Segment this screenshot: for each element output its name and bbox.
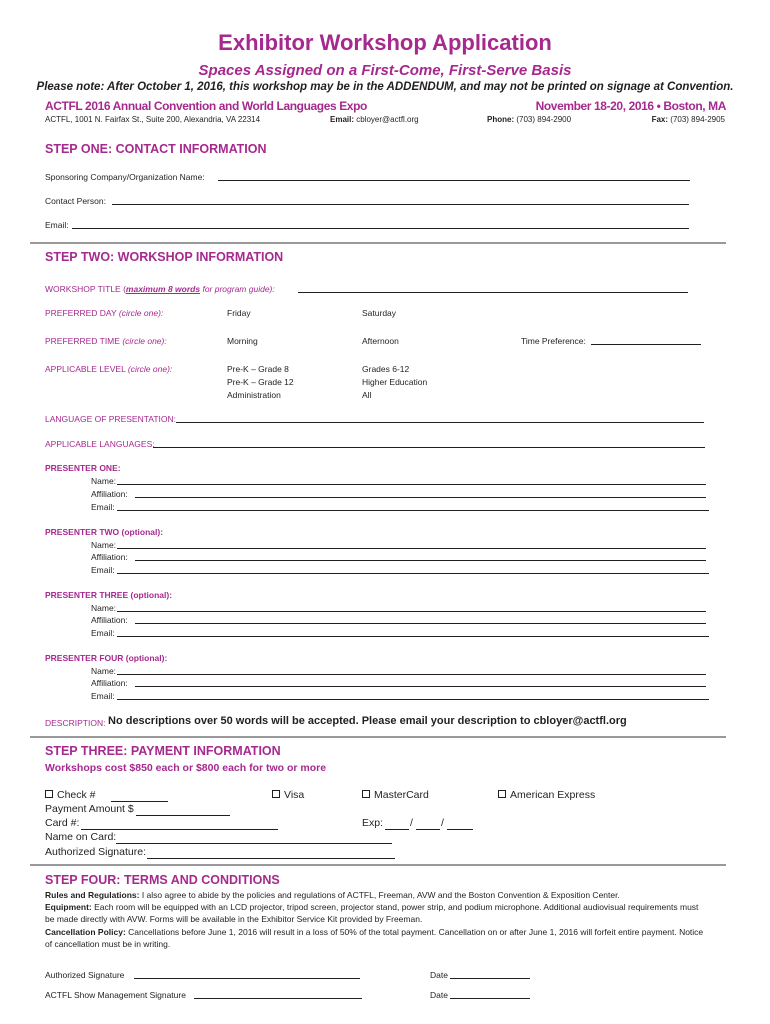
step-three-heading: STEP THREE: PAYMENT INFORMATION — [45, 744, 281, 758]
workshop-title-label: WORKSHOP TITLE (maximum 8 words for program guide): — [45, 284, 275, 294]
card-number-field[interactable] — [81, 829, 278, 830]
presenter-two-heading: PRESENTER TWO (optional): — [45, 527, 164, 537]
workshop-cost: Workshops cost $850 each or $800 each for two or more — [45, 762, 327, 774]
presenter-one-name-label: Name: — [91, 476, 117, 486]
time-option-afternoon[interactable]: Afternoon — [362, 336, 399, 346]
presenter-four-name-label: Name: — [91, 666, 117, 676]
contact-email-field[interactable] — [72, 228, 689, 229]
level-option-administration[interactable]: Administration — [227, 390, 281, 400]
presenter-two-name-label: Name: — [91, 540, 117, 550]
level-option-all[interactable]: All — [362, 390, 372, 400]
level-option-higher-ed[interactable]: Higher Education — [362, 377, 428, 387]
amex-option[interactable]: American Express — [498, 789, 595, 801]
language-presentation-field[interactable] — [176, 422, 704, 423]
presenter-two-email-field[interactable] — [117, 573, 709, 574]
presenter-four-affiliation-field[interactable] — [135, 686, 706, 687]
level-option-prek-8[interactable]: Pre-K – Grade 8 — [227, 364, 289, 374]
presenter-one-name-field[interactable] — [117, 484, 706, 485]
equipment-paragraph: Equipment: Each room will be equipped with an LCD projector, tripod screen, projector stand, power strip, and podium microphone. Additional audiovisual requirements must be made directly with AVW. Forms will be available in the Exhibitor Service Kit provided by Freeman. — [45, 902, 699, 924]
level-option-grades-6-12[interactable]: Grades 6-12 — [362, 364, 410, 374]
presenter-three-name-label: Name: — [91, 603, 117, 613]
payment-signature-label: Authorized Signature: — [45, 846, 146, 858]
cancellation-paragraph: Cancellation Policy: Cancellations before June 1, 2016 will result in a loss of 50% of the total payment. Cancellation on or after June 1, 2016 will forfeit entire payment. Notice of cancellation must be in writing. — [45, 927, 704, 949]
presenter-three-affiliation-field[interactable] — [135, 623, 706, 624]
contact-person-field[interactable] — [112, 204, 689, 205]
addendum-note: Please note: After October 1, 2016, this workshop may be in the ADDENDUM, and may not be printed on signage at Convention. — [36, 81, 734, 93]
presenter-two-affiliation-field[interactable] — [135, 560, 706, 561]
terms-date-label: Date — [430, 970, 448, 980]
expiration-label: Exp: — [362, 817, 384, 829]
card-number-label: Card #: — [45, 817, 80, 829]
check-checkbox[interactable] — [45, 790, 53, 798]
presenter-one-email-field[interactable] — [117, 510, 709, 511]
exp-year-field[interactable] — [447, 829, 473, 830]
presenter-four-email-label: Email: — [91, 691, 115, 701]
mastercard-checkbox[interactable] — [362, 790, 370, 798]
terms-signature-label: Authorized Signature — [45, 970, 125, 980]
check-option[interactable]: Check # — [45, 789, 96, 801]
company-label: Sponsoring Company/Organization Name: — [45, 172, 205, 182]
day-option-friday[interactable]: Friday — [227, 308, 251, 318]
presenter-four-affiliation-label: Affiliation: — [91, 678, 128, 688]
contact-phone: Phone: (703) 894-2900 — [487, 115, 572, 124]
management-date-field[interactable] — [450, 998, 530, 999]
terms-date-field[interactable] — [450, 978, 530, 979]
language-presentation-label: LANGUAGE OF PRESENTATION: — [45, 414, 176, 424]
preferred-time-label: PREFERRED TIME (circle one): — [45, 336, 167, 346]
exp-separator-2: / — [441, 817, 444, 829]
step-one-heading: STEP ONE: CONTACT INFORMATION — [45, 142, 267, 156]
payment-signature-field[interactable] — [147, 858, 395, 859]
presenter-four-email-field[interactable] — [117, 699, 709, 700]
management-signature-label: ACTFL Show Management Signature — [45, 990, 186, 1000]
contact-email-label: Email: — [45, 220, 69, 230]
presenter-one-heading: PRESENTER ONE: — [45, 463, 121, 473]
presenter-three-name-field[interactable] — [117, 611, 706, 612]
presenter-four-name-field[interactable] — [117, 674, 706, 675]
name-on-card-label: Name on Card: — [45, 831, 117, 843]
presenter-one-affiliation-label: Affiliation: — [91, 489, 128, 499]
presenter-three-email-label: Email: — [91, 628, 115, 638]
step-four-heading: STEP FOUR: TERMS AND CONDITIONS — [45, 873, 280, 887]
payment-amount-field[interactable] — [136, 815, 230, 816]
description-instructions: No descriptions over 50 words will be accepted. Please email your description to cbloyer@actfl.org — [108, 715, 627, 727]
form-subtitle: Spaces Assigned on a First-Come, First-Serve Basis — [198, 62, 572, 79]
convention-dates: November 18-20, 2016 • Boston, MA — [535, 99, 726, 113]
section-divider — [30, 242, 726, 244]
name-on-card-field[interactable] — [116, 843, 392, 844]
applicable-languages-field[interactable] — [153, 447, 705, 448]
step-two-heading: STEP TWO: WORKSHOP INFORMATION — [45, 250, 284, 264]
presenter-two-affiliation-label: Affiliation: — [91, 552, 128, 562]
presenter-three-heading: PRESENTER THREE (optional): — [45, 590, 173, 600]
time-option-morning[interactable]: Morning — [227, 336, 258, 346]
presenter-two-email-label: Email: — [91, 565, 115, 575]
terms-signature-field[interactable] — [134, 978, 360, 979]
visa-checkbox[interactable] — [272, 790, 280, 798]
presenter-two-name-field[interactable] — [117, 548, 706, 549]
presenter-one-email-label: Email: — [91, 502, 115, 512]
convention-name: ACTFL 2016 Annual Convention and World Languages Expo — [45, 99, 367, 113]
management-signature-field[interactable] — [194, 998, 362, 999]
preferred-day-label: PREFERRED DAY (circle one): — [45, 308, 164, 318]
visa-option[interactable]: Visa — [272, 789, 304, 801]
workshop-title-field[interactable] — [298, 292, 688, 293]
amex-checkbox[interactable] — [498, 790, 506, 798]
actfl-address: ACTFL, 1001 N. Fairfax St., Suite 200, Alexandria, VA 22314 — [45, 115, 261, 124]
applicable-languages-label: APPLICABLE LANGUAGES: — [45, 439, 155, 449]
day-option-saturday[interactable]: Saturday — [362, 308, 397, 318]
contact-fax: Fax: (703) 894-2905 — [651, 115, 725, 124]
exp-separator-1: / — [410, 817, 413, 829]
payment-amount-label: Payment Amount $ — [45, 803, 134, 815]
management-date-label: Date — [430, 990, 448, 1000]
presenter-three-email-field[interactable] — [117, 636, 709, 637]
description-label: DESCRIPTION: — [45, 718, 106, 728]
form-title: Exhibitor Workshop Application — [218, 30, 552, 55]
presenter-four-heading: PRESENTER FOUR (optional): — [45, 653, 168, 663]
contact-person-label: Contact Person: — [45, 196, 106, 206]
contact-email-value[interactable]: cbloyer@actfl.org — [356, 115, 419, 124]
presenter-three-affiliation-label: Affiliation: — [91, 615, 128, 625]
contact-email: Email: cbloyer@actfl.org — [330, 115, 419, 124]
rules-paragraph: Rules and Regulations: I also agree to abide by the policies and regulations of ACTFL, Freeman, AVW and the Boston Convention & Exposition Center. — [45, 890, 620, 900]
applicable-level-label: APPLICABLE LEVEL (circle one): — [45, 364, 173, 374]
company-field[interactable] — [218, 180, 690, 181]
check-number-field[interactable] — [111, 801, 168, 802]
exp-month-field[interactable] — [385, 829, 409, 830]
mastercard-option[interactable]: MasterCard — [362, 789, 429, 801]
time-preference-field[interactable] — [591, 344, 701, 345]
time-preference-label: Time Preference: — [521, 336, 586, 346]
section-divider — [30, 864, 726, 866]
presenter-one-affiliation-field[interactable] — [135, 497, 706, 498]
exp-day-field[interactable] — [416, 829, 440, 830]
level-option-prek-12[interactable]: Pre-K – Grade 12 — [227, 377, 294, 387]
section-divider — [30, 736, 726, 738]
